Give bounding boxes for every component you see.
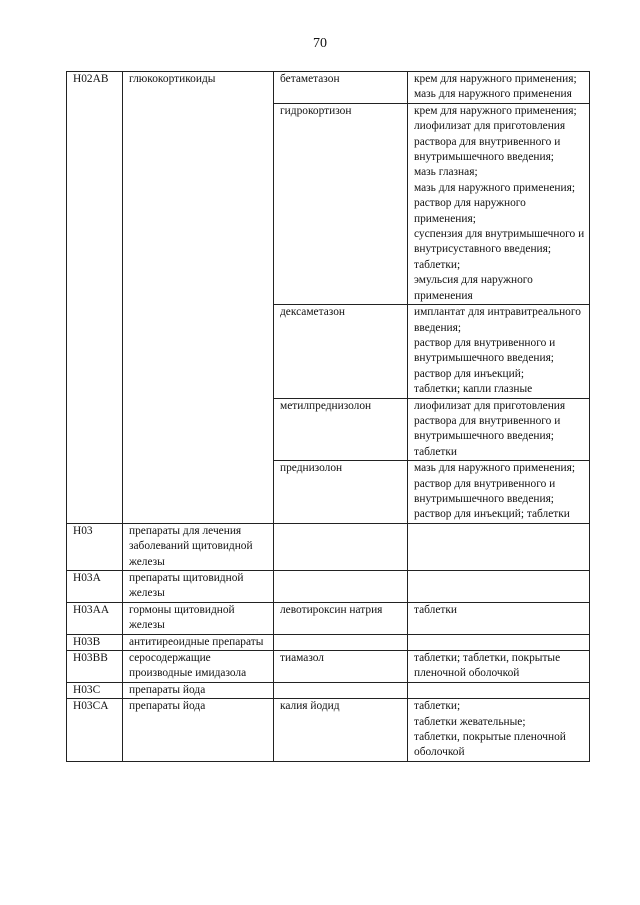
table-row [67,523,590,570]
table-row [67,682,590,698]
dosage-form-cell: крем для наружного применения; лиофилизат для приготовления раствора для внутривенного и внутримышечного введения; мазь глазная; мазь для наружного применения; раствор для наружного применения; суспензия для внутримышечного и внутрисуставного введения; таблетки; эмульсия для наружного применения [408,103,590,304]
drug-name-cell [274,523,408,570]
pharmacological-group-cell: препараты йода [123,699,274,762]
dosage-form-cell: лиофилизат для приготовления раствора для внутривенного и внутримышечного введения; таблетки [408,398,590,461]
dosage-form-cell [408,523,590,570]
pharmacological-group-cell: препараты щитовидной железы [123,571,274,603]
atc-code-cell: H02AB [67,72,123,524]
dosage-form-cell: таблетки; таблетки жевательные; таблетки, покрытые пленочной оболочкой [408,699,590,762]
drug-name-cell: гидрокортизон [274,103,408,304]
atc-code-cell: H03C [67,682,123,698]
pharmacological-group-cell: глюкокортикоиды [123,72,274,524]
dosage-form-cell: крем для наружного применения; мазь для наружного применения [408,72,590,104]
atc-code-cell: H03 [67,523,123,570]
atc-code-cell: H03BB [67,651,123,683]
drug-name-cell [274,634,408,650]
drug-name-cell [274,682,408,698]
drug-name-cell: тиамазол [274,651,408,683]
drug-name-cell: дексаметазон [274,305,408,398]
dosage-form-cell [408,571,590,603]
dosage-form-cell: таблетки [408,602,590,634]
drug-name-cell: левотироксин натрия [274,602,408,634]
drug-name-cell: бетаметазон [274,72,408,104]
dosage-form-cell: имплантат для интравитреального введения; раствор для внутривенного и внутримышечного введения; раствор для инъекций; таблетки; капли глазные [408,305,590,398]
pharmacological-group-cell: препараты йода [123,682,274,698]
drug-name-cell [274,571,408,603]
dosage-form-cell [408,634,590,650]
atc-code-cell: H03A [67,571,123,603]
drug-name-cell: преднизолон [274,461,408,524]
table-row [67,634,590,650]
drug-table [66,71,590,762]
page-number: 70 [313,36,327,51]
dosage-form-cell: мазь для наружного применения; раствор для внутривенного и внутримышечного введения; раствор для инъекций; таблетки [408,461,590,524]
dosage-form-cell [408,682,590,698]
table-row [67,699,590,762]
drug-name-cell: калия йодид [274,699,408,762]
atc-code-cell: H03AA [67,602,123,634]
table-row [67,602,590,634]
table-row [67,571,590,603]
table-row [67,651,590,683]
dosage-form-cell: таблетки; таблетки, покрытые пленочной оболочкой [408,651,590,683]
pharmacological-group-cell: гормоны щитовидной железы [123,602,274,634]
pharmacological-group-cell: серосодержащие производные имидазола [123,651,274,683]
atc-code-cell: H03B [67,634,123,650]
drug-name-cell: метилпреднизолон [274,398,408,461]
table-row [67,72,590,104]
atc-code-cell: H03CA [67,699,123,762]
pharmacological-group-cell: препараты для лечения заболеваний щитовидной железы [123,523,274,570]
pharmacological-group-cell: антитиреоидные препараты [123,634,274,650]
